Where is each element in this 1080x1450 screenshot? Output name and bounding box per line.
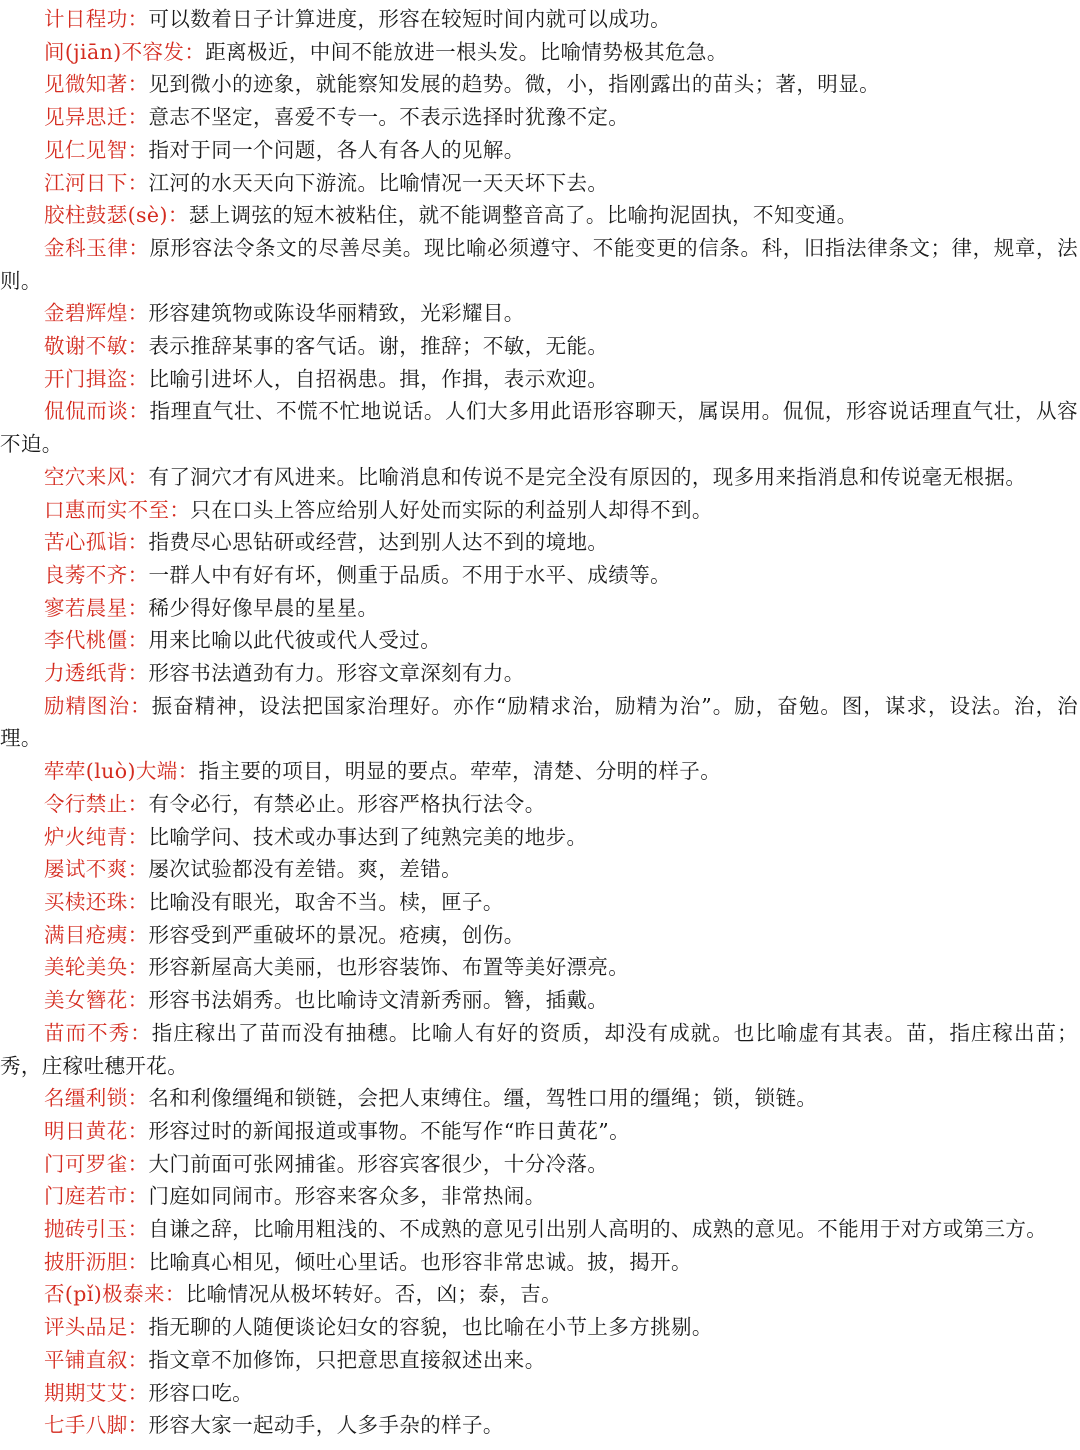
idiom-definition: 屡次试验都没有差错。爽，差错。	[148, 857, 462, 882]
idiom-term: 苗而不秀：	[44, 1020, 152, 1045]
idiom-definition: 有了洞穴才有风进来。比喻消息和传说不是完全没有原因的，现多用来指消息和传说毫无根据。	[148, 464, 1027, 489]
idiom-definition: 距离极近，中间不能放进一根头发。比喻情势极其危急。	[205, 39, 728, 64]
idiom-entry	[0, 330, 1078, 363]
idiom-entry	[0, 984, 1078, 1017]
idiom-entry	[0, 1082, 1078, 1115]
idiom-term: 力透纸背：	[44, 661, 149, 686]
idiom-definition: 名和利像缰绳和锁链，会把人束缚住。缰，驾牲口用的缰绳；锁，锁链。	[148, 1086, 818, 1111]
idiom-entry	[0, 167, 1078, 200]
idiom-definition: 原形容法令条文的尽善尽美。现比喻必须遵守、不能变更的信条。科，旧指法律条文；律，规章，法则。	[0, 235, 1078, 293]
idiom-entry	[0, 951, 1078, 984]
idiom-term: 苦心孤诣：	[44, 530, 149, 555]
idiom-definition: 比喻真心相见，倾吐心里话。也形容非常忠诚。披，揭开。	[148, 1249, 692, 1274]
idiom-definition: 形容过时的新闻报道或事物。不能写作“昨日黄花”。	[148, 1118, 631, 1143]
idiom-entry	[0, 624, 1078, 657]
idiom-term: 抛砖引玉：	[44, 1217, 149, 1242]
idiom-entry	[0, 494, 1078, 527]
idiom-entry	[0, 559, 1078, 592]
idiom-entry	[0, 690, 1078, 755]
idiom-term: 见仁见智：	[44, 137, 149, 162]
idiom-term: 间(jiān)不容发：	[44, 39, 206, 64]
idiom-definition: 大门前面可张网捕雀。形容宾客很少，十分冷落。	[148, 1151, 609, 1176]
idiom-entry	[0, 101, 1078, 134]
idiom-term: 美轮美奂：	[44, 955, 149, 980]
idiom-entry	[0, 461, 1078, 494]
idiom-entry	[0, 1246, 1078, 1279]
idiom-definition: 比喻引进坏人，自招祸患。揖，作揖，表示欢迎。	[148, 366, 609, 391]
idiom-term: 名缰利锁：	[44, 1086, 149, 1111]
idiom-definition: 形容大家一起动手，人多手杂的样子。	[148, 1413, 504, 1438]
idiom-entry	[0, 1213, 1078, 1246]
idiom-definition: 指费尽心思钻研或经营，达到别人达不到的境地。	[148, 530, 609, 555]
idiom-entry	[0, 232, 1078, 297]
idiom-term: 金碧辉煌：	[44, 301, 149, 326]
idiom-definition: 形容受到严重破坏的景况。疮痍，创伤。	[148, 922, 525, 947]
idiom-term: 励精图治：	[44, 693, 152, 718]
idiom-entry	[0, 1311, 1078, 1344]
idiom-term: 开门揖盗：	[44, 366, 149, 391]
idiom-term: 屡试不爽：	[44, 857, 149, 882]
idiom-entry	[0, 853, 1078, 886]
idiom-entry	[0, 1148, 1078, 1181]
idiom-term: 门庭若市：	[44, 1184, 149, 1209]
idiom-definition: 指无聊的人随便谈论妇女的容貌，也比喻在小节上多方挑剔。	[148, 1315, 713, 1340]
idiom-term: 空穴来风：	[44, 464, 149, 489]
idiom-definition: 有令必行，有禁必止。形容严格执行法令。	[148, 791, 546, 816]
idiom-entry	[0, 526, 1078, 559]
idiom-term: 披肝沥胆：	[44, 1249, 149, 1274]
idiom-definition: 指主要的项目，明显的要点。荦荦，清楚、分明的样子。	[198, 759, 722, 784]
idiom-term: 李代桃僵：	[44, 628, 149, 653]
idiom-term: 良莠不齐：	[44, 562, 149, 587]
idiom-term: 江河日下：	[44, 170, 149, 195]
idiom-definition: 形容书法娟秀。也比喻诗文清新秀丽。簪，插戴。	[148, 988, 609, 1013]
idiom-term: 寥若晨星：	[44, 595, 149, 620]
idiom-definition: 形容口吃。	[148, 1380, 253, 1405]
idiom-entry	[0, 1180, 1078, 1213]
idiom-term: 美女簪花：	[44, 988, 149, 1013]
idiom-entry	[0, 1115, 1078, 1148]
idiom-definition: 只在口头上答应给别人好处而实际的利益别人却得不到。	[190, 497, 713, 522]
idiom-term: 荦荦(luò)大端：	[44, 759, 199, 784]
idiom-term: 口惠而实不至：	[44, 497, 191, 522]
idiom-entry	[0, 755, 1078, 788]
idiom-term: 令行禁止：	[44, 791, 149, 816]
idiom-definition: 门庭如同闹市。形容来客众多，非常热闹。	[148, 1184, 546, 1209]
idiom-definition: 比喻学问、技术或办事达到了纯熟完美的地步。	[148, 824, 588, 849]
idiom-definition: 形容新屋高大美丽，也形容装饰、布置等美好漂亮。	[148, 955, 630, 980]
idiom-entry	[0, 1278, 1078, 1311]
idiom-entry	[0, 68, 1078, 101]
idiom-entry	[0, 1344, 1078, 1377]
idiom-entry	[0, 134, 1078, 167]
idiom-entry	[0, 297, 1078, 330]
idiom-definition: 指文章不加修饰，只把意思直接叙述出来。	[148, 1347, 546, 1372]
idiom-entry	[0, 3, 1078, 36]
idiom-term: 敬谢不敏：	[44, 334, 149, 359]
idiom-term: 金科玉律：	[44, 235, 150, 260]
idiom-entry	[0, 788, 1078, 821]
idiom-definition: 振奋精神，设法把国家治理好。亦作“励精求治，励精为治”。励，奋勉。图，谋求，设法。治，治理。	[0, 693, 1079, 751]
idiom-definition: 瑟上调弦的短木被粘住，就不能调整音高了。比喻拘泥固执，不知变通。	[188, 203, 858, 228]
idiom-term: 平铺直叙：	[44, 1347, 149, 1372]
idiom-entry	[0, 36, 1078, 69]
idiom-definition: 用来比喻以此代彼或代人受过。	[148, 628, 442, 653]
idiom-entry	[0, 821, 1078, 854]
idiom-definition: 比喻情况从极坏转好。否，凶；泰，吉。	[185, 1282, 562, 1307]
idiom-definition: 指庄稼出了苗而没有抽穗。比喻人有好的资质，却没有成就。也比喻虚有其表。苗，指庄稼出苗；秀，庄稼吐穗开花。	[0, 1020, 1078, 1078]
idiom-entry	[0, 592, 1078, 625]
idiom-entry	[0, 199, 1078, 232]
idiom-term: 七手八脚：	[44, 1413, 149, 1438]
idiom-entry	[0, 886, 1078, 919]
idiom-term: 满目疮痍：	[44, 922, 149, 947]
idiom-term: 见异思迁：	[44, 105, 149, 130]
idiom-term: 门可罗雀：	[44, 1151, 149, 1176]
idiom-entry	[0, 1377, 1078, 1410]
idiom-definition: 江河的水天天向下游流。比喻情况一天天坏下去。	[148, 170, 609, 195]
idiom-entry	[0, 657, 1078, 690]
idiom-term: 侃侃而谈：	[44, 399, 150, 424]
idiom-term: 期期艾艾：	[44, 1380, 149, 1405]
idiom-definition: 自谦之辞，比喻用粗浅的、不成熟的意见引出别人高明的、成熟的意见。不能用于对方或第三方。	[148, 1217, 1048, 1242]
idiom-term: 否(pǐ)极泰来：	[44, 1282, 186, 1307]
idiom-term: 明日黄花：	[44, 1118, 149, 1143]
idiom-definition: 指对于同一个问题，各人有各人的见解。	[148, 137, 525, 162]
idiom-definition: 形容书法遒劲有力。形容文章深刻有力。	[148, 661, 525, 686]
idiom-entry	[0, 395, 1078, 460]
idiom-definition: 表示推辞某事的客气话。谢，推辞；不敏，无能。	[148, 334, 609, 359]
idiom-term: 评头品足：	[44, 1315, 149, 1340]
idiom-entry	[0, 919, 1078, 952]
idiom-definition: 稀少得好像早晨的星星。	[148, 595, 379, 620]
idiom-definition: 可以数着日子计算进度，形容在较短时间内就可以成功。	[148, 7, 671, 31]
idiom-definition: 形容建筑物或陈设华丽精致，光彩耀目。	[148, 301, 525, 326]
idiom-entry	[0, 1017, 1078, 1082]
idiom-term: 计日程功：	[44, 7, 149, 31]
idiom-entry	[0, 1409, 1078, 1442]
idiom-list	[0, 3, 1078, 1442]
idiom-definition: 意志不坚定，喜爱不专一。不表示选择时犹豫不定。	[148, 105, 630, 130]
idiom-term: 炉火纯青：	[44, 824, 149, 849]
idiom-term: 胶柱鼓瑟(sè)：	[44, 203, 189, 228]
idiom-definition: 指理直气壮、不慌不忙地说话。人们大多用此语形容聊天，属误用。侃侃，形容说话理直气壮，从容不迫。	[0, 399, 1078, 457]
idiom-term: 见微知著：	[44, 72, 149, 97]
idiom-term: 买椟还珠：	[44, 889, 149, 914]
idiom-definition: 见到微小的迹象，就能察知发展的趋势。微，小，指刚露出的苗头；著，明显。	[148, 72, 880, 97]
idiom-definition: 一群人中有好有坏，侧重于品质。不用于水平、成绩等。	[148, 562, 671, 587]
idiom-entry	[0, 363, 1078, 396]
idiom-definition: 比喻没有眼光，取舍不当。椟，匣子。	[148, 889, 504, 914]
